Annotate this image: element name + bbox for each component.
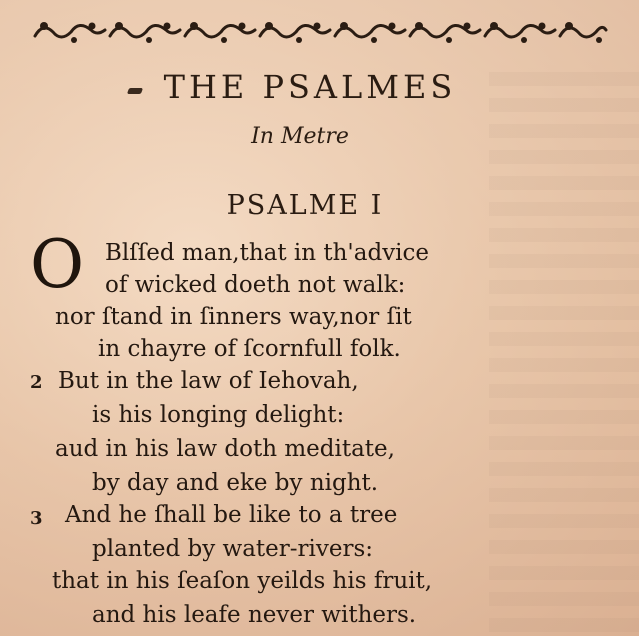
psalm-heading: PSALME I <box>226 190 384 221</box>
verse-line: Blſſed man,that in th'advice <box>105 240 430 266</box>
bleed-through-shadow <box>489 60 639 636</box>
verse-number: 2 <box>30 372 43 393</box>
verse-line: And he ſhall be like to a tree <box>65 502 398 528</box>
verse-line: of wicked doeth not walk: <box>105 272 406 298</box>
drop-cap: O <box>30 226 85 303</box>
verse-line: and his leafe never withers. <box>92 602 417 628</box>
verse-number: 3 <box>30 508 43 529</box>
verse-line: planted by water-rivers: <box>92 536 374 562</box>
verse-line: aud in his law doth meditate, <box>55 436 395 462</box>
verse-line: in chayre of ſcornfull folk. <box>98 336 401 362</box>
verse-line: nor ſtand in ſinners way,nor ſit <box>55 304 412 330</box>
ornament-border <box>30 14 610 50</box>
page-title: THE PSALMES <box>163 68 457 106</box>
page-subtitle: In Metre <box>251 124 349 149</box>
verse-line: that in his ſeaſon yeilds his fruit, <box>52 568 433 594</box>
verse-line: by day and eke by night. <box>92 470 379 496</box>
verse-line: is his longing delight: <box>92 402 345 428</box>
verse-line: But in the law of Iehovah, <box>58 368 359 394</box>
